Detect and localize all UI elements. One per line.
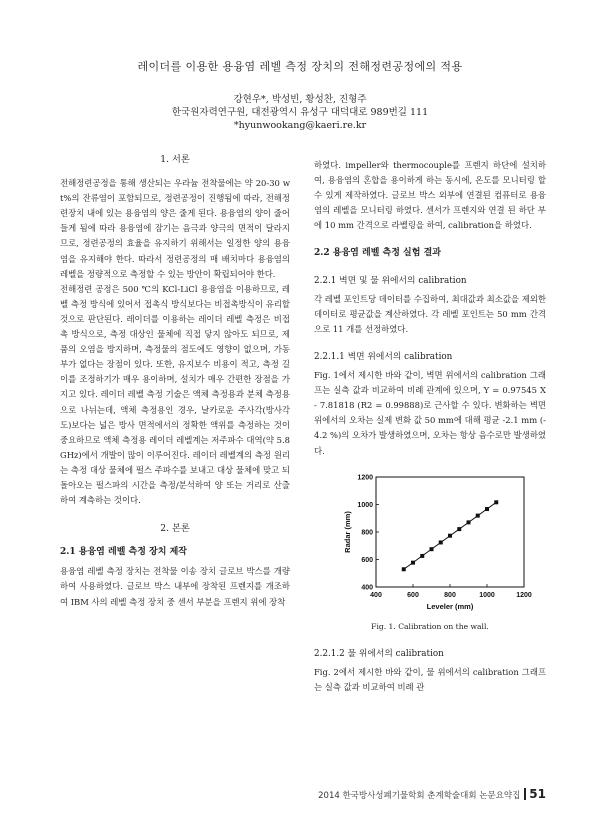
- page-footer: [318, 787, 546, 801]
- y-tick-label: 1200: [357, 474, 373, 482]
- y-tick-label: 600: [361, 556, 373, 564]
- x-tick-label: 800: [444, 591, 456, 599]
- footer-divider: [524, 788, 526, 800]
- calibration-chart: [314, 469, 546, 617]
- section-2-2-1-paragraph: 각 레벨 포인트당 데이터를 수집하여, 최대값과 최소값을 제외한 데이터로 평균값을 계산하였다. 각 레벨 포인트는 50 mm 간격으로 11 개를 선정하였다.: [314, 293, 546, 334]
- data-point: [457, 527, 461, 531]
- section-1-heading: 1. 서론: [160, 154, 190, 165]
- right-column: [314, 158, 546, 695]
- y-tick-label: 1000: [357, 501, 373, 509]
- data-point: [439, 540, 443, 544]
- y-tick-label: 800: [361, 529, 373, 537]
- section-2-1-continued-paragraph: 하였다. impeller와 thermocouple를 프렌지 하단에 설치하여, 용융염의 혼합을 용이하게 하는 동시에, 온도를 모니터링 할 수 있게 제작하였다. 글로브 박스 외부에 연결된 컴퓨터로 용융염의 레벨을 모니터링 하였다. 센서가 프렌지와 연결 된 하단 부에 10 mm 간격으로 라벨링을 하여, calibration을 하였다.: [314, 160, 546, 231]
- footer-proceedings-text: 2014 한국방사성폐기물학회 춘계학술대회 논문요약집: [318, 791, 521, 801]
- data-point: [467, 520, 471, 524]
- section-1-paragraph-1: 전해정련공정을 통해 생산되는 우라늄 전착물에는 약 20-30 wt%의 잔류염이 포함되므로, 정련공정이 진행됨에 따라, 전해정련장치 내에 있는 용융염의 양은 줄게 된다. 용융염의 양이 줄어들게 됨에 따라 용융염에 잠기는 음극과 양극의 면적이 달라지므로, 정련공정의 효율을 유지하기 위해서는 일정한 양의 용융염을 유지해야 한다. 따라서 정련공정의 매 배치마다 용융염의 레벨을 정량적으로 측정할 수 있는 방안이 확립되어야 한다.: [60, 178, 290, 279]
- x-axis-label: Leveler (mm): [426, 601, 474, 611]
- left-column: [60, 152, 290, 610]
- section-2-2-1-2-paragraph: Fig. 2에서 제시한 바와 같이, 물 위에서의 calibration 그래프는 실측 값과 비교하여 비례 관: [314, 666, 546, 692]
- section-2-2-1-1-heading: 2.2.1.1 벽면 위에서의 calibration: [314, 351, 453, 362]
- data-point: [402, 567, 406, 571]
- section-2-2-1-2-heading: 2.2.1.2 물 위에서의 calibration: [314, 648, 444, 659]
- section-2-heading: 2. 본론: [160, 523, 190, 535]
- section-2-2-1-1-paragraph: Fig. 1에서 제시한 바와 같이, 벽면 위에서의 calibration 그래프는 실측 값과 비교하여 비례 관계에 있으며, Y = 0.97545 X - 7.81818 (R2 = 0.99888)로 근사할 수 있다. 변화하는 벽면 위에서의 오차는 실제 변화 값 50 mm에 대해 평균 -2.1 mm (-4.2 %)의 오차가 발생하였으며, 오차는 항상 음수로만 발생하였다.: [314, 370, 546, 456]
- data-point: [494, 500, 498, 504]
- plot-frame: [376, 477, 524, 587]
- author-block: [0, 93, 600, 132]
- y-axis-label: Radar (mm): [343, 510, 352, 553]
- author-email[interactable]: *hyunwookang@kaeri.re.kr: [233, 120, 367, 131]
- data-point: [430, 547, 434, 551]
- y-tick-label: 400: [361, 584, 373, 592]
- section-2-2-heading: 2.2 용융염 레벨 측정 실험 결과: [314, 248, 441, 259]
- data-point: [448, 533, 452, 537]
- x-tick-label: 1000: [479, 591, 495, 599]
- section-2-1-paragraph: 용융염 레벨 측정 장치는 전착물 이송 장치 글로브 박스를 개량하여 사용하였다. 글로브 박스 내부에 장착된 프렌지를 개조하여 IBM 사의 레벨 측정 장치 중 센서 부분을 프렌지 위에 장착: [60, 566, 290, 607]
- paper-title: 레이더를 이용한 용융염 레벨 측정 장치의 전해정련공정에의 적용: [137, 60, 463, 73]
- figure-1-caption: Fig. 1. Calibration on the wall.: [371, 621, 489, 631]
- section-2-2-1-heading: 2.2.1 벽면 및 물 위에서의 calibration: [314, 275, 467, 286]
- author-names: 강현우*, 박성빈, 황성찬, 진형주: [233, 94, 367, 105]
- page-number: 51: [529, 787, 546, 801]
- section-2-1-heading: 2.1 용융염 레벨 측정 장치 제작: [60, 547, 187, 558]
- author-affiliation: 한국원자력연구원, 대전광역시 유성구 대덕대로 989번길 111: [171, 107, 429, 118]
- data-point: [485, 507, 489, 511]
- x-tick-label: 1200: [516, 591, 532, 599]
- x-tick-label: 400: [370, 591, 382, 599]
- data-point: [476, 513, 480, 517]
- section-1-paragraph-2: 전해정련 공정은 500 ℃의 KCl-LiCl 용융염을 이용하므로, 레벨 측정 방식에 있어서 접촉식 방식보다는 비접촉방식이 유리할 것으로 판단된다. 레이더를 이용하는 레이더 레벨 측정은 비접촉 방식으로, 측정 대상인 물체에 직접 닿지 않아도 되므로, 제품의 오염을 방지하며, 측정물의 점도에도 영향이 없으며, 가동부가 없다는 장점이 있다. 또한, 유지보수 비용이 적고, 측정 길이를 조정하기가 매우 용이하며, 설치가 매우 간편한 장점을 가지고 있다. 레이더 레벨 측정 기술은 액체 측정용과 분체 측정용으로 나뉘는데, 액체 측정용인 경우, 날카로운 주사각(방사각도)보다는 넓은 방사 면적에서의 정확한 액위를 측정하는 것이 중요하므로 액체 측정용 레이더 레벨계는 저주파수 대역(약 5.8GHz)에서 개발이 많이 이루어진다. 레이더 레벨계의 측정 원리는 측정 대상 물체에 펄스 주파수를 보내고 대상 물체에 맞고 되돌아오는 펄스파의 시간을 측정/분석하여 양 또는 거리로 산출하여 계측하는 것이다.: [60, 283, 290, 506]
- figure-1: [314, 469, 546, 617]
- data-point: [411, 560, 415, 564]
- data-point: [420, 554, 424, 558]
- x-tick-label: 600: [407, 591, 419, 599]
